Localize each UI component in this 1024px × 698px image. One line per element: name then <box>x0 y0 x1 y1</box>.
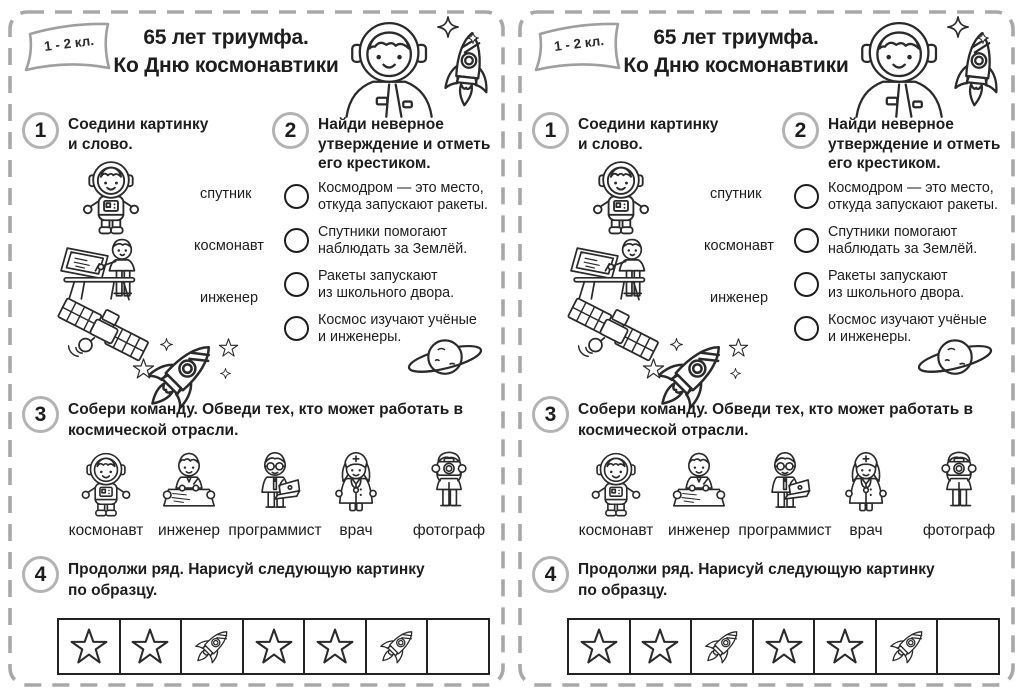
task2-heading <box>828 115 1000 174</box>
pattern-cell-rocket[interactable] <box>367 620 429 673</box>
header-illustration <box>847 14 1007 118</box>
star-icon <box>69 628 109 666</box>
statement-checkbox[interactable] <box>794 316 819 341</box>
statement-line: из школьного двора. <box>318 284 455 301</box>
grade-badge-label: 1 - 2 кл. <box>43 33 95 54</box>
title-line-1: 65 лет триумфа. <box>143 26 309 49</box>
rocket-icon <box>882 621 932 671</box>
profession-label: космонавт <box>68 522 144 539</box>
task2-heading-line1: Найди неверное <box>318 116 444 133</box>
profession-label: фотограф <box>922 522 996 539</box>
pattern-cell-star[interactable] <box>244 620 306 673</box>
statement-text <box>828 224 977 257</box>
statement-text <box>318 268 454 301</box>
astronaut-bust-icon <box>339 18 443 118</box>
title-line-2: Ко Дню космонавтики <box>623 54 849 77</box>
task3-heading-line2: космической отрасли. <box>68 422 239 439</box>
astronaut-image[interactable] <box>590 158 652 236</box>
task4-heading-line2: по образцу. <box>68 582 158 599</box>
photographer-figure-icon <box>932 450 986 518</box>
task4-number: 4 <box>532 556 569 593</box>
astronaut-bust-icon <box>849 18 953 118</box>
task2-heading-line3: его крестиком. <box>828 155 941 172</box>
astronaut-image[interactable] <box>80 158 142 236</box>
grade-badge <box>530 18 626 78</box>
doctor-figure-icon <box>328 450 384 518</box>
star-icon <box>132 358 155 380</box>
statement-checkbox[interactable] <box>284 184 309 209</box>
statement-line: Спутники помогают <box>828 224 958 240</box>
profession-label: врач <box>849 522 883 539</box>
profession-label: программист <box>738 522 832 539</box>
word-kosmonavt[interactable]: космонавт <box>194 238 264 254</box>
task1-number: 1 <box>532 112 569 149</box>
pattern-cell-star[interactable] <box>754 620 816 673</box>
star-icon <box>642 358 665 380</box>
task4-heading <box>68 559 493 601</box>
header-illustration <box>337 14 497 118</box>
worksheet-panel <box>8 10 505 687</box>
profession-label: фотограф <box>412 522 486 539</box>
statement-text <box>318 180 488 213</box>
pattern-cell-star[interactable] <box>815 620 877 673</box>
engineer-figure-icon <box>671 450 727 518</box>
profession-astronaut[interactable] <box>60 450 152 540</box>
task4-heading <box>578 559 1003 601</box>
task1-heading <box>68 115 208 154</box>
statement-checkbox[interactable] <box>284 228 309 253</box>
sparkle-icon <box>977 32 989 44</box>
statement-line: и инженеры. <box>318 328 402 345</box>
pattern-cell-star[interactable] <box>631 620 693 673</box>
task3-heading <box>578 399 1003 441</box>
star-icon <box>254 628 294 666</box>
pattern-row <box>57 618 490 675</box>
profession-label: космонавт <box>578 522 654 539</box>
profession-astronaut[interactable] <box>570 450 662 540</box>
title-line-1: 65 лет триумфа. <box>653 26 819 49</box>
task3-heading <box>68 399 493 441</box>
pattern-cell-empty[interactable] <box>938 620 998 673</box>
task2-heading-line1: Найди неверное <box>828 116 954 133</box>
statement-line: наблюдать за Землёй. <box>318 240 468 257</box>
task1-heading-line2: и слово. <box>68 135 133 153</box>
task4-number: 4 <box>22 556 59 593</box>
statement-row <box>794 180 1004 213</box>
task2-heading <box>318 115 490 174</box>
rocket-icon <box>187 621 237 671</box>
star-icon <box>640 628 680 666</box>
rocket-icon <box>372 621 422 671</box>
statement-line: откуда запускают ракеты. <box>318 196 488 213</box>
star-icon <box>315 628 355 666</box>
statement-line: Космос изучают учёные <box>318 312 477 328</box>
task1-heading <box>578 115 718 154</box>
task2-heading-line3: его крестиком. <box>318 155 431 172</box>
statement-line: Космос изучают учёные <box>828 312 987 328</box>
profession-engineer[interactable] <box>662 450 736 540</box>
saturn-icon <box>404 330 486 386</box>
sparkle-icon <box>220 368 231 379</box>
task1-heading-line1: Соедини картинку <box>578 116 719 133</box>
sparkle-icon <box>160 338 173 351</box>
task3-heading-line2: космической отрасли. <box>578 422 749 439</box>
profession-photographer[interactable] <box>914 450 1004 540</box>
profession-label: врач <box>339 522 373 539</box>
task2-heading-line2: утверждение и отметь <box>828 135 1001 153</box>
engineer-at-desk-image[interactable] <box>58 238 150 302</box>
profession-programmer[interactable] <box>224 450 326 540</box>
sparkle-icon <box>730 368 741 379</box>
statement-list <box>284 180 494 345</box>
pattern-row <box>567 618 1000 675</box>
title-line-2: Ко Дню космонавтики <box>113 54 339 77</box>
sparkle-icon <box>670 338 683 351</box>
statement-list <box>794 180 1004 345</box>
pattern-cell-star[interactable] <box>59 620 121 673</box>
statement-row <box>794 224 1004 257</box>
statement-checkbox[interactable] <box>284 272 309 297</box>
sparkle-icon <box>437 16 459 38</box>
task1-number: 1 <box>22 112 59 149</box>
profession-label: инженер <box>667 522 730 539</box>
star-icon <box>825 628 865 666</box>
statement-text <box>318 224 467 257</box>
profession-doctor[interactable] <box>324 450 388 540</box>
star-icon <box>764 628 804 666</box>
statement-line: и инженеры. <box>828 328 912 345</box>
profession-programmer[interactable] <box>734 450 836 540</box>
star-icon <box>130 628 170 666</box>
statement-checkbox[interactable] <box>794 228 819 253</box>
astronaut-figure-icon <box>589 450 643 518</box>
statement-line: Спутники помогают <box>318 224 448 240</box>
star-icon <box>218 338 239 358</box>
pattern-cell-star[interactable] <box>121 620 183 673</box>
task4-heading-line1: Продолжи ряд. Нарисуй следующую картинку <box>68 561 425 578</box>
profession-label: инженер <box>157 522 220 539</box>
rocket-icon <box>697 621 747 671</box>
task2-number: 2 <box>782 112 819 149</box>
word-sputnik[interactable]: спутник <box>200 186 252 202</box>
word-inzhener[interactable]: инженер <box>200 290 259 306</box>
grade-badge <box>20 18 116 78</box>
task4-heading-line1: Продолжи ряд. Нарисуй следующую картинку <box>578 561 935 578</box>
engineer-at-desk-image[interactable] <box>568 238 660 302</box>
statement-line: Космодром — это место, <box>318 180 484 196</box>
pattern-cell-star[interactable] <box>305 620 367 673</box>
saturn-icon <box>914 330 996 386</box>
task2-number: 2 <box>272 112 309 149</box>
task1-heading-line2: и слово. <box>578 135 643 153</box>
astronaut-figure-icon <box>79 450 133 518</box>
statement-line: Ракеты запускают <box>828 268 948 284</box>
task2-heading-line2: утверждение и отметь <box>318 135 491 153</box>
worksheet-title <box>616 24 856 80</box>
engineer-figure-icon <box>161 450 217 518</box>
task3-heading-line1: Собери команду. Обведи тех, кто может работать в <box>68 401 464 418</box>
programmer-figure-icon <box>757 450 813 518</box>
worksheet-title <box>106 24 346 80</box>
statement-line: откуда запускают ракеты. <box>828 196 998 213</box>
doctor-figure-icon <box>838 450 894 518</box>
statement-text <box>828 268 964 301</box>
satellite-image[interactable] <box>56 296 152 362</box>
pattern-cell-rocket[interactable] <box>692 620 754 673</box>
star-icon <box>579 628 619 666</box>
statement-line: Космодром — это место, <box>828 180 994 196</box>
pattern-cell-star[interactable] <box>569 620 631 673</box>
programmer-figure-icon <box>247 450 303 518</box>
word-kosmonavt[interactable]: космонавт <box>704 238 774 254</box>
worksheet-panel <box>518 10 1015 687</box>
pattern-cell-empty[interactable] <box>428 620 488 673</box>
statement-line: Ракеты запускают <box>318 268 438 284</box>
statement-row <box>284 180 494 213</box>
word-sputnik[interactable]: спутник <box>710 186 762 202</box>
satellite-image[interactable] <box>566 296 662 362</box>
statement-checkbox[interactable] <box>284 316 309 341</box>
statement-text <box>828 180 998 213</box>
task3-number: 3 <box>532 396 569 433</box>
task4-heading-line2: по образцу. <box>578 582 668 599</box>
pattern-cell-rocket[interactable] <box>182 620 244 673</box>
profession-label: программист <box>228 522 322 539</box>
word-inzhener[interactable]: инженер <box>710 290 769 306</box>
profession-photographer[interactable] <box>404 450 494 540</box>
profession-doctor[interactable] <box>834 450 898 540</box>
profession-engineer[interactable] <box>152 450 226 540</box>
statement-row <box>284 224 494 257</box>
statement-row <box>284 268 494 301</box>
task1-heading-line1: Соедини картинку <box>68 116 209 133</box>
task3-number: 3 <box>22 396 59 433</box>
grade-badge-label: 1 - 2 кл. <box>553 33 605 54</box>
star-icon <box>728 338 749 358</box>
pattern-cell-rocket[interactable] <box>877 620 939 673</box>
sparkle-icon <box>947 16 969 38</box>
statement-line: из школьного двора. <box>828 284 965 301</box>
task3-heading-line1: Собери команду. Обведи тех, кто может работать в <box>578 401 974 418</box>
statement-row <box>794 268 1004 301</box>
photographer-figure-icon <box>422 450 476 518</box>
statement-checkbox[interactable] <box>794 184 819 209</box>
statement-line: наблюдать за Землёй. <box>828 240 978 257</box>
sparkle-icon <box>467 32 479 44</box>
statement-checkbox[interactable] <box>794 272 819 297</box>
